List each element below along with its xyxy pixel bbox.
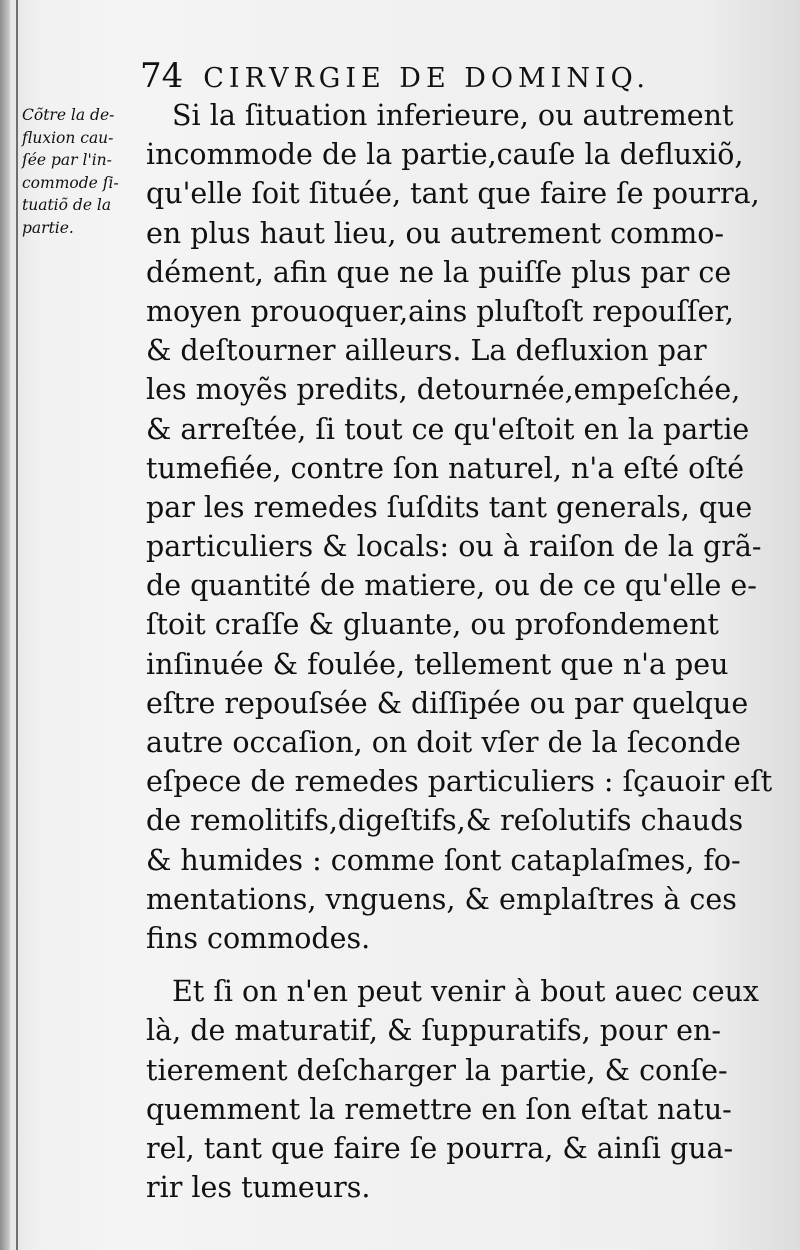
text-line: tumefiée, contre ſon naturel, n'a eſté oſté [146, 451, 745, 485]
marginal-note-line: commode ſi- [22, 173, 119, 192]
paragraph-gap [146, 958, 766, 972]
text-line: Si la ſituation inferieure, ou autrement [172, 99, 734, 132]
body-text [146, 96, 773, 1207]
text-line: & deſtourner ailleurs. La defluxion par [146, 334, 707, 368]
text-line: quemment la remettre en ſon eſtat natu- [146, 1092, 732, 1126]
marginal-note-line: tuatiõ de la [22, 196, 112, 214]
running-title: CIRVRGIE DE DOMINIQ. [203, 63, 651, 94]
text-line: eſtre repouſsée & diſſipée ou par quelque [146, 686, 749, 720]
text-line: tierement deſcharger la partie, & conſe- [146, 1053, 728, 1087]
text-line: moyen prouoquer,ains pluſtoſt repouſſer, [146, 294, 734, 328]
marginal-note [22, 104, 142, 239]
text-line: mentations, vnguens, & emplaſtres à ces [146, 882, 737, 916]
text-line: rir les tumeurs. [146, 1171, 371, 1205]
text-line: & arreſtée, ſi tout ce qu'eſtoit en la partie [146, 412, 750, 446]
text-line: particuliers & locals: ou à raiſon de la grã- [146, 530, 762, 564]
text-line: eſpece de remedes particuliers : ſçauoir eſt [146, 765, 773, 799]
marginal-note-line: partie. [22, 218, 74, 237]
text-line: par les remedes ſuſdits tant generals, que [146, 490, 753, 524]
gutter-shadow [0, 0, 10, 1250]
text-line: en plus haut lieu, ou autrement commo- [146, 216, 725, 250]
text-line: de remolitifs,digeſtifs,& reſolutifs chauds [146, 804, 744, 838]
text-line: & humides : comme ſont cataplaſmes, fo- [146, 843, 741, 877]
text-line: autre occaſion, on doit vſer de la ſeconde [146, 726, 741, 759]
text-line: là, de maturatif, & ſuppuratifs, pour en- [146, 1014, 721, 1048]
text-line: rel, tant que faire ſe pourra, & ainſi gua- [146, 1131, 734, 1165]
margin-rule [16, 0, 18, 1250]
marginal-note-line: fluxion cau- [22, 128, 114, 147]
text-line: les moyẽs predits, detournée,empeſchée, [146, 373, 741, 407]
text-line: dément, afin que ne la puiſſe plus par ce [146, 255, 732, 289]
text-line: ſtoit craſſe & gluante, ou profondement [146, 608, 719, 642]
text-line: inſinuée & foulée, tellement que n'a peu [146, 647, 729, 681]
marginal-note-line: ſée par l'in- [22, 151, 112, 169]
text-line: Et ſi on n'en peut venir à bout auec ceux [172, 975, 759, 1009]
text-line: qu'elle ſoit ſituée, tant que faire ſe pourra, [146, 177, 760, 211]
marginal-note-line: Cõtre la de- [22, 106, 115, 124]
text-line: incommode de la partie,cauſe la defluxiõ, [146, 138, 744, 172]
text-line: fins commodes. [146, 921, 371, 955]
page-number: 74 [140, 56, 184, 96]
text-line: de quantité de matiere, ou de ce qu'elle e- [146, 569, 757, 603]
